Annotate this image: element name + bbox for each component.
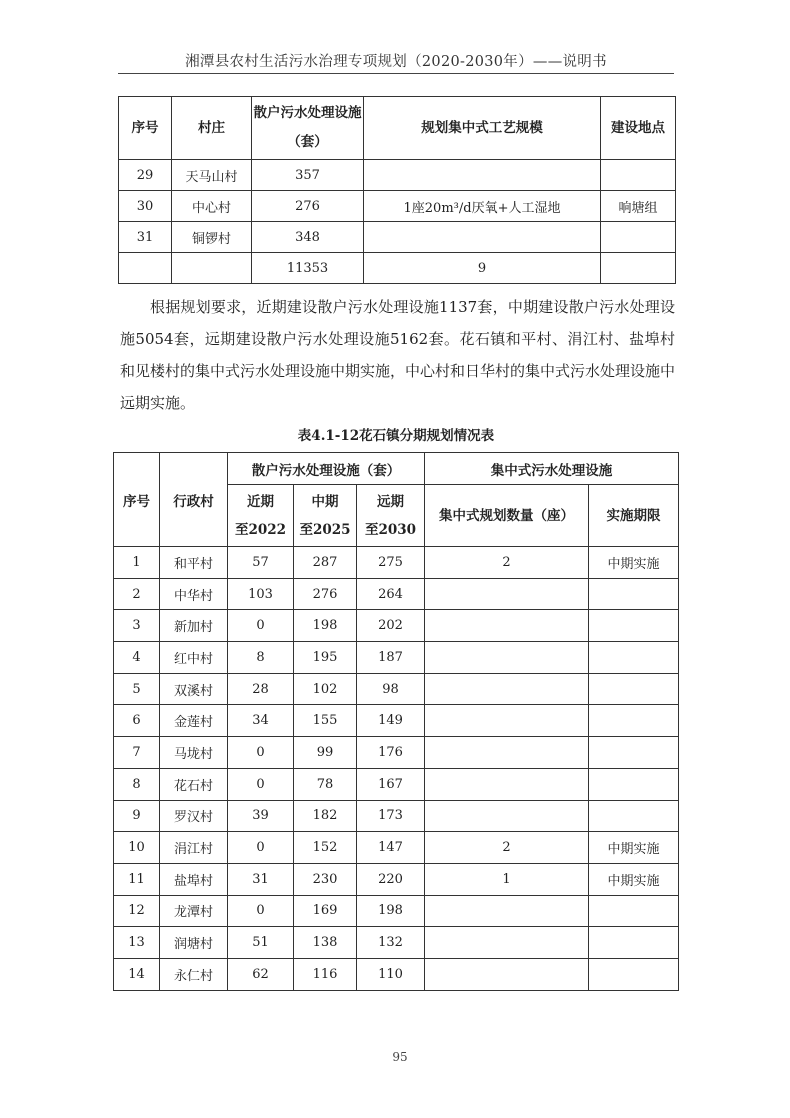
cell-mid: 152 — [294, 832, 357, 864]
cell-period — [589, 768, 679, 800]
cell-seq: 10 — [114, 832, 160, 864]
table-row — [114, 863, 679, 895]
cell-period — [589, 737, 679, 769]
cell-period: 中期实施 — [589, 863, 679, 895]
cell-village: 盐埠村 — [160, 863, 228, 895]
cell-seq: 30 — [119, 191, 172, 222]
village-facility-table-continued — [118, 96, 676, 284]
table-row — [114, 705, 679, 737]
cell-mid: 195 — [294, 642, 357, 674]
header-near-line1: 近期 — [247, 493, 274, 510]
header-scattered-line1: 散户污水处理设施 — [253, 105, 362, 121]
cell-village: 双溪村 — [160, 673, 228, 705]
cell-near: 103 — [228, 578, 294, 610]
cell-scale: 1座20m³/d厌氧+人工湿地 — [364, 191, 601, 222]
header-central-count: 集中式规划数量（座） — [425, 485, 589, 547]
table-row — [114, 737, 679, 769]
cell-count: 2 — [425, 832, 589, 864]
table-row — [114, 832, 679, 864]
cell-seq: 13 — [114, 927, 160, 959]
cell-far: 173 — [357, 800, 425, 832]
cell-mid: 99 — [294, 737, 357, 769]
table-row — [114, 895, 679, 927]
cell-seq: 4 — [114, 642, 160, 674]
cell-village: 龙潭村 — [160, 895, 228, 927]
cell-near: 0 — [228, 832, 294, 864]
cell-near: 51 — [228, 927, 294, 959]
cell-period — [589, 610, 679, 642]
cell-far: 98 — [357, 673, 425, 705]
cell-period — [589, 673, 679, 705]
header-near-line2: 至2022 — [234, 521, 287, 538]
cell-count — [425, 610, 589, 642]
cell-seq: 6 — [114, 705, 160, 737]
header-far-term — [357, 485, 425, 547]
cell-near: 31 — [228, 863, 294, 895]
cell-village: 中华村 — [160, 578, 228, 610]
cell-seq: 11 — [114, 863, 160, 895]
cell-scattered: 11353 — [252, 253, 364, 284]
table-header-row — [119, 97, 676, 160]
cell-mid: 230 — [294, 863, 357, 895]
table-row — [114, 958, 679, 990]
header-seq: 序号 — [119, 97, 172, 160]
cell-scale — [364, 222, 601, 253]
cell-near: 0 — [228, 768, 294, 800]
cell-count — [425, 642, 589, 674]
cell-count — [425, 768, 589, 800]
cell-period — [589, 705, 679, 737]
cell-seq: 8 — [114, 768, 160, 800]
cell-count — [425, 737, 589, 769]
cell-far: 202 — [357, 610, 425, 642]
header-near-term — [228, 485, 294, 547]
header-divider — [118, 73, 674, 74]
cell-far: 176 — [357, 737, 425, 769]
cell-scattered: 357 — [252, 160, 364, 191]
table-row — [119, 253, 676, 284]
cell-far: 132 — [357, 927, 425, 959]
cell-count — [425, 958, 589, 990]
cell-far: 149 — [357, 705, 425, 737]
header-far-line1: 远期 — [377, 493, 404, 510]
cell-village — [172, 253, 252, 284]
cell-mid: 138 — [294, 927, 357, 959]
cell-count: 2 — [425, 547, 589, 579]
cell-period — [589, 958, 679, 990]
cell-scale: 9 — [364, 253, 601, 284]
cell-period: 中期实施 — [589, 832, 679, 864]
cell-period — [589, 895, 679, 927]
header-mid-term — [294, 485, 357, 547]
table-row — [119, 222, 676, 253]
cell-far: 264 — [357, 578, 425, 610]
cell-village: 润塘村 — [160, 927, 228, 959]
cell-mid: 276 — [294, 578, 357, 610]
cell-count — [425, 927, 589, 959]
cell-seq: 3 — [114, 610, 160, 642]
table-row — [114, 927, 679, 959]
cell-village: 永仁村 — [160, 958, 228, 990]
cell-far: 110 — [357, 958, 425, 990]
cell-seq: 31 — [119, 222, 172, 253]
cell-count — [425, 705, 589, 737]
header-far-line2: 至2030 — [364, 521, 417, 538]
cell-near: 8 — [228, 642, 294, 674]
table-row — [114, 547, 679, 579]
cell-near: 0 — [228, 610, 294, 642]
cell-village: 中心村 — [172, 191, 252, 222]
header-centralized-scale: 规划集中式工艺规模 — [364, 97, 601, 160]
cell-village: 涓江村 — [160, 832, 228, 864]
cell-far: 147 — [357, 832, 425, 864]
cell-scattered: 276 — [252, 191, 364, 222]
cell-near: 0 — [228, 895, 294, 927]
cell-mid: 169 — [294, 895, 357, 927]
cell-village: 马垅村 — [160, 737, 228, 769]
phased-plan-table — [113, 452, 679, 991]
header-location: 建设地点 — [601, 97, 676, 160]
table-row — [114, 578, 679, 610]
cell-village: 红中村 — [160, 642, 228, 674]
cell-seq: 7 — [114, 737, 160, 769]
cell-mid: 102 — [294, 673, 357, 705]
cell-near: 57 — [228, 547, 294, 579]
header-scattered-line2: （套） — [287, 134, 328, 150]
cell-period — [589, 642, 679, 674]
cell-village: 花石村 — [160, 768, 228, 800]
cell-village: 金莲村 — [160, 705, 228, 737]
cell-location — [601, 253, 676, 284]
cell-period — [589, 800, 679, 832]
cell-count — [425, 895, 589, 927]
header-scattered — [252, 97, 364, 160]
table-row — [114, 642, 679, 674]
cell-far: 220 — [357, 863, 425, 895]
cell-scale — [364, 160, 601, 191]
header-seq: 序号 — [114, 453, 160, 547]
cell-location — [601, 160, 676, 191]
header-village: 村庄 — [172, 97, 252, 160]
cell-period: 中期实施 — [589, 547, 679, 579]
cell-seq: 14 — [114, 958, 160, 990]
cell-period — [589, 927, 679, 959]
cell-location: 响塘组 — [601, 191, 676, 222]
table-row — [114, 673, 679, 705]
cell-scattered: 348 — [252, 222, 364, 253]
table-row — [114, 800, 679, 832]
cell-village: 和平村 — [160, 547, 228, 579]
cell-near: 34 — [228, 705, 294, 737]
cell-village: 天马山村 — [172, 160, 252, 191]
cell-seq: 2 — [114, 578, 160, 610]
cell-seq: 12 — [114, 895, 160, 927]
cell-count — [425, 578, 589, 610]
header-mid-line1: 中期 — [311, 493, 339, 510]
cell-seq: 1 — [114, 547, 160, 579]
header-mid-line2: 至2025 — [299, 521, 351, 538]
cell-village: 铜锣村 — [172, 222, 252, 253]
header-village: 行政村 — [160, 453, 228, 547]
cell-mid: 182 — [294, 800, 357, 832]
cell-seq — [119, 253, 172, 284]
cell-near: 39 — [228, 800, 294, 832]
cell-period — [589, 578, 679, 610]
cell-count: 1 — [425, 863, 589, 895]
cell-far: 198 — [357, 895, 425, 927]
cell-seq: 5 — [114, 673, 160, 705]
cell-village: 新加村 — [160, 610, 228, 642]
table-row — [119, 191, 676, 222]
cell-mid: 198 — [294, 610, 357, 642]
cell-village: 罗汉村 — [160, 800, 228, 832]
cell-near: 28 — [228, 673, 294, 705]
cell-seq: 9 — [114, 800, 160, 832]
table-caption: 表4.1-12花石镇分期规划情况表 — [297, 428, 495, 444]
cell-count — [425, 800, 589, 832]
cell-near: 0 — [228, 737, 294, 769]
cell-location — [601, 222, 676, 253]
header-period: 实施期限 — [589, 485, 679, 547]
header-centralized-group: 集中式污水处理设施 — [425, 453, 679, 485]
page-number: 95 — [392, 1050, 408, 1064]
header-scattered-group: 散户污水处理设施（套） — [228, 453, 425, 485]
running-header-title: 湘潭县农村生活污水治理专项规划（2020-2030年）——说明书 — [185, 54, 607, 70]
cell-mid: 287 — [294, 547, 357, 579]
cell-far: 167 — [357, 768, 425, 800]
body-paragraph: 根据规划要求，近期建设散户污水处理设施1137套，中期建设散户污水处理设施5054套，远期建设散户污水处理设施5162套。花石镇和平村、涓江村、盐埠村和见楼村的集中式污水处理设施中期实施，中心村和日华村的集中式污水处理设施中远期实施。 — [120, 298, 676, 412]
cell-near: 62 — [228, 958, 294, 990]
cell-far: 187 — [357, 642, 425, 674]
cell-count — [425, 673, 589, 705]
cell-seq: 29 — [119, 160, 172, 191]
cell-far: 275 — [357, 547, 425, 579]
cell-mid: 155 — [294, 705, 357, 737]
cell-mid: 78 — [294, 768, 357, 800]
table-row — [114, 610, 679, 642]
table-row — [119, 160, 676, 191]
cell-mid: 116 — [294, 958, 357, 990]
table-row — [114, 768, 679, 800]
table-header-row-1 — [114, 453, 679, 485]
